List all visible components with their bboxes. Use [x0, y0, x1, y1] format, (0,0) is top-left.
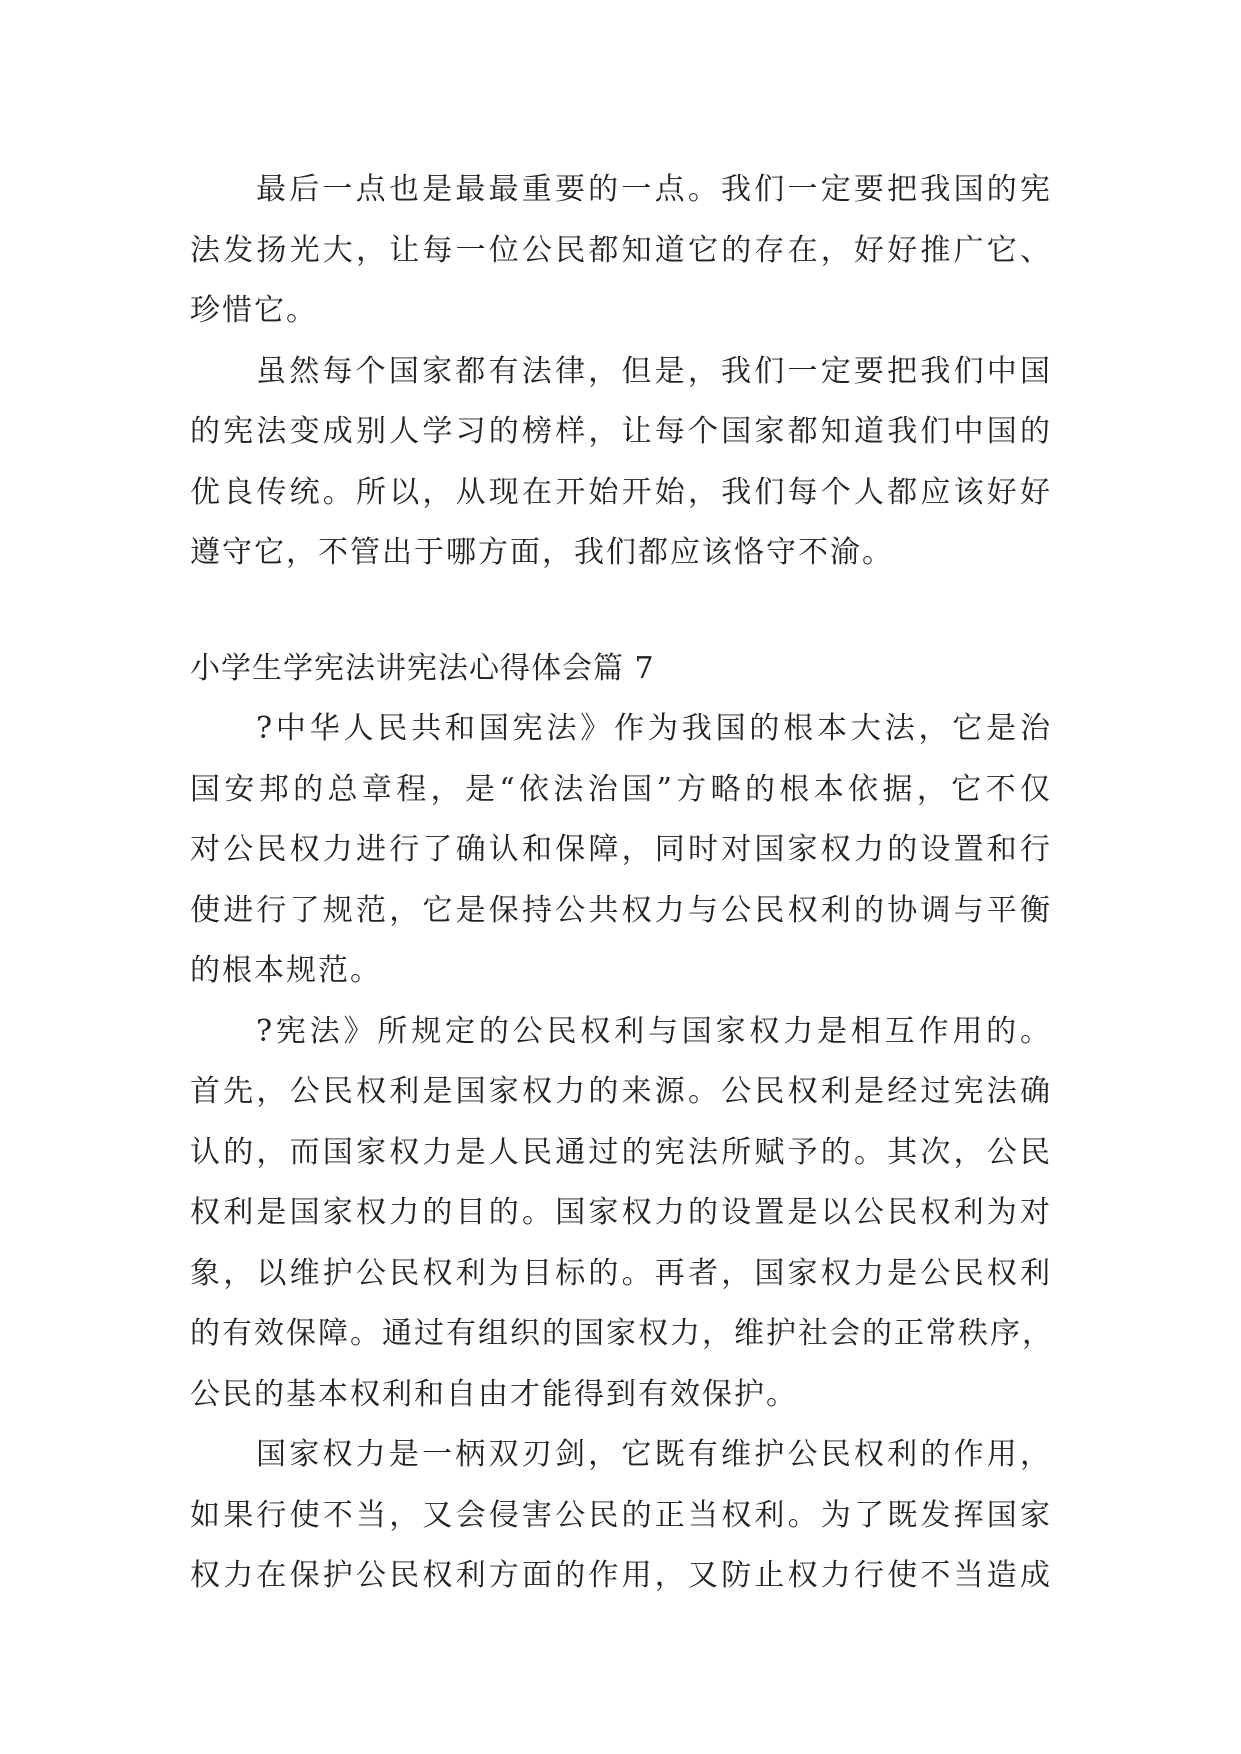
document-body [190, 160, 1052, 1607]
paragraph-line: 珍惜它。 [190, 293, 318, 328]
section-heading: 小学生学宪法讲宪法心得体会篇 7 [190, 650, 655, 686]
paragraph-line: 国家权力是一柄双刃剑，它既有维护公民权利的作用， [256, 1437, 1052, 1472]
paragraph-2 [190, 342, 1052, 584]
section-paragraph-1 [190, 699, 1052, 1002]
paragraph-line: 权力在保护公民权利方面的作用，又防止权力行使不当造成 [190, 1558, 1052, 1593]
paragraph-line: 象，以维护公民权利为目标的。再者，国家权力是公民权利 [190, 1255, 1052, 1291]
section-paragraph-3 [190, 1425, 1052, 1607]
paragraph-line: 权利是国家权力的目的。国家权力的设置是以公民权利为对 [190, 1195, 1052, 1230]
paragraph-line: 使进行了规范，它是保持公共权力与公民权利的协调与平衡 [190, 892, 1052, 928]
paragraph-line: 法发扬光大，让每一位公民都知道它的存在，好好推广它、 [190, 232, 1052, 268]
paragraph-line: 优良传统。所以，从现在开始开始，我们每个人都应该好好 [190, 474, 1052, 510]
paragraph-line: ?宪法》所规定的公民权利与国家权力是相互作用的。 [256, 1013, 1052, 1049]
paragraph-line: 的有效保障。通过有组织的国家权力，维护社会的正常秩序， [190, 1316, 1054, 1351]
paragraph-line: 的宪法变成别人学习的榜样，让每个国家都知道我们中国的 [190, 414, 1052, 449]
paragraph-line: ?中华人民共和国宪法》作为我国的根本大法，它是治 [256, 711, 1052, 746]
paragraph-line: 国安邦的总章程，是“依法治国”方略的根本依据，它不仅 [190, 771, 1052, 807]
paragraph-line: 最后一点也是最最重要的一点。我们一定要把我国的宪 [256, 172, 1052, 207]
paragraph-line: 认的，而国家权力是人民通过的宪法所赋予的。其次，公民 [190, 1134, 1052, 1170]
section-paragraph-2 [190, 1002, 1052, 1426]
paragraph-line: 对公民权力进行了确认和保障，同时对国家权力的设置和行 [190, 832, 1052, 867]
paragraph-line: 虽然每个国家都有法律，但是，我们一定要把我们中国 [256, 353, 1052, 389]
paragraph-line: 如果行使不当，又会侵害公民的正当权利。为了既发挥国家 [190, 1497, 1052, 1533]
paragraph-line: 遵守它，不管出于哪方面，我们都应该恪守不渝。 [190, 535, 894, 570]
paragraph-line: 公民的基本权利和自由才能得到有效保护。 [190, 1376, 798, 1412]
paragraph-line: 的根本规范。 [190, 953, 382, 988]
paragraph-line: 首先，公民权利是国家权力的来源。公民权利是经过宪法确 [190, 1074, 1052, 1109]
paragraph-1 [190, 160, 1052, 342]
